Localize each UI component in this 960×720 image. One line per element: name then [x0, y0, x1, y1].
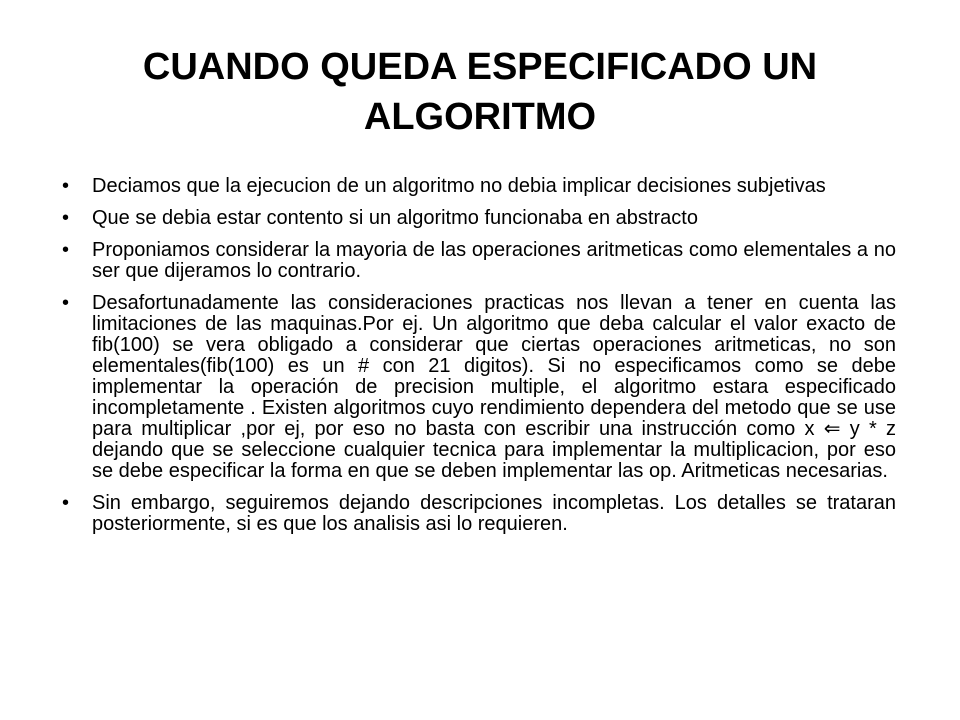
bullet-text-4: Desafortunadamente las consideraciones practicas nos llevan a tener en cuenta las limitaciones de las maquinas.Por ej. Un algoritmo que deba calcular el valor exacto de fib(100) se vera obligado a considerar que ciertas operaciones aritmeticas, no son elementales(fib(100) es un # con 21 digitos). Si no especificamos como se debe implementar la operación de precision multiple, el algoritmo estara especificado incompletamente . Existen algoritmos cuyo rendimiento dependera del metodo que se use para multiplicar ,por ej, por eso no basta con escribir una instrucción como x ⇐ y * z dejando que se seleccione cualquier tecnica para implementar la multiplicacion, por eso se debe especificar la forma en que se deben implementar las op. Aritmeticas necesarias. — [92, 292, 896, 482]
slide-title — [60, 42, 900, 142]
bullet-text-1: Deciamos que la ejecucion de un algoritmo no debia implicar decisiones subjetivas — [92, 175, 826, 197]
bullet-marker: • — [62, 239, 70, 261]
bullet-list — [62, 176, 896, 546]
bullet-text-5: Sin embargo, seguiremos dejando descripciones incompletas. Los detalles se trataran posteriormente, si es que los analisis asi lo requieren. — [92, 492, 896, 535]
slide-title-line-1: CUANDO QUEDA ESPECIFICADO UN — [142, 46, 818, 88]
bullet-marker: • — [62, 492, 70, 514]
bullet-item-1 — [62, 176, 896, 197]
bullet-marker: • — [62, 292, 70, 314]
bullet-item-4 — [62, 293, 896, 482]
bullet-text-3: Proponiamos considerar la mayoria de las operaciones aritmeticas como elementales a no ser que dijeramos lo contrario. — [92, 239, 896, 282]
bullet-marker: • — [62, 175, 70, 197]
bullet-item-3 — [62, 240, 896, 282]
slide-title-line-2: ALGORITMO — [363, 96, 597, 138]
bullet-item-5 — [62, 493, 896, 535]
bullet-marker: • — [62, 207, 70, 229]
bullet-text-2: Que se debia estar contento si un algoritmo funcionaba en abstracto — [92, 207, 698, 229]
bullet-item-2 — [62, 208, 896, 229]
